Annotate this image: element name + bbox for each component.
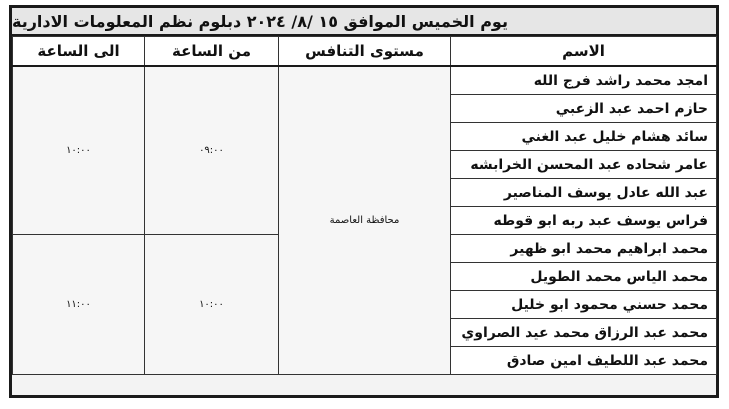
schedule-table xyxy=(12,36,717,375)
schedule-title: يوم الخميس الموافق ١٥ /٨/ ٢٠٢٤ دبلوم نظم المعلومات الادارية xyxy=(12,8,716,36)
to-time-group-1: ١٠:٠٠ xyxy=(13,66,145,235)
student-name: محمد عبد الرزاق محمد عيد الصراوي xyxy=(451,319,717,347)
student-name: سائد هشام خليل عبد الغني xyxy=(451,123,717,151)
header-row xyxy=(13,37,717,67)
schedule-frame xyxy=(9,5,719,398)
table-row xyxy=(13,66,717,95)
from-time-group-1: ٠٩:٠٠ xyxy=(145,66,279,235)
to-time-group-2: ١١:٠٠ xyxy=(13,235,145,375)
header-from: من الساعة xyxy=(145,37,279,67)
header-name: الاسم xyxy=(451,37,717,67)
header-to: الى الساعة xyxy=(13,37,145,67)
student-name: محمد الياس محمد الطويل xyxy=(451,263,717,291)
from-time-group-2: ١٠:٠٠ xyxy=(145,235,279,375)
student-name: محمد ابراهيم محمد ابو ظهير xyxy=(451,235,717,263)
student-name: حازم احمد عبد الزعبي xyxy=(451,95,717,123)
student-name: فراس يوسف عبد ربه ابو قوطه xyxy=(451,207,717,235)
student-name: عبد الله عادل يوسف المناصير xyxy=(451,179,717,207)
student-name: امجد محمد راشد فرج الله xyxy=(451,66,717,95)
competition-level: محافظة العاصمة xyxy=(279,66,451,375)
student-name: محمد حسني محمود ابو خليل xyxy=(451,291,717,319)
header-level: مستوى التنافس xyxy=(279,37,451,67)
student-name: محمد عبد اللطيف امين صادق xyxy=(451,347,717,375)
student-name: عامر شحاده عبد المحسن الخرابشه xyxy=(451,151,717,179)
